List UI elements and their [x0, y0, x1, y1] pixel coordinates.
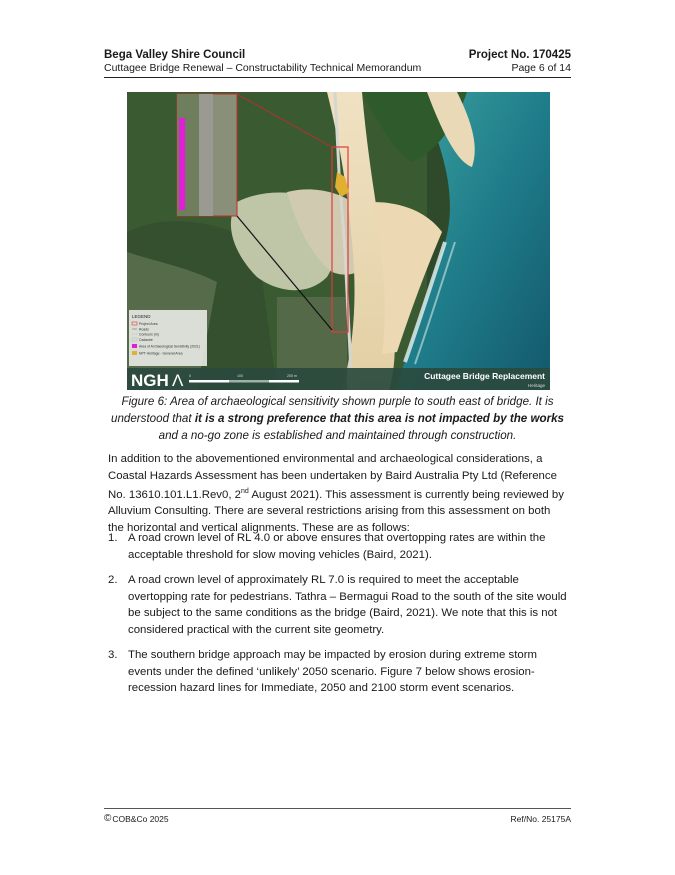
ngh-logo: NGH	[131, 371, 169, 390]
list-item	[108, 572, 568, 638]
scale-label: 100	[237, 374, 243, 378]
list-item	[108, 647, 568, 697]
requirements-list	[108, 530, 568, 706]
scale-label: 200 m	[287, 374, 297, 378]
copyright-text: COB&Co 2025	[112, 814, 169, 824]
aerial-map-figure	[127, 92, 550, 390]
list-number: 3.	[108, 649, 118, 661]
map-subtitle: Heritage	[527, 383, 545, 388]
document-subtitle: Cuttagee Bridge Renewal – Constructability Technical Memorandum	[104, 62, 422, 74]
list-item	[108, 530, 568, 563]
legend-item: Cadastre	[139, 338, 153, 342]
list-item-text: The southern bridge approach may be impacted by erosion during extreme storm events under the defined ‘unlikely’ 2050 scenario. Figure 7 below shows erosion-recession hazard lines for Immediate, 2050 and 2100 storm event scenarios.	[128, 649, 538, 694]
paragraph-text: In addition to the abovementioned environmental and archaeological considerations, a Coastal Hazards Assessment has been undertaken by Baird Australia Pty Ltd (Reference No. 13610.101.L1.Rev0, 2	[108, 453, 557, 501]
aerial-map	[127, 92, 550, 390]
legend-title: LEGEND	[132, 314, 151, 319]
legend-item: Project Area	[139, 322, 158, 326]
ordinal-suffix: nd	[241, 488, 249, 495]
page-number: Page 6 of 14	[511, 62, 571, 74]
list-number: 1.	[108, 532, 118, 544]
list-number: 2.	[108, 574, 118, 586]
scale-label: 0	[189, 374, 191, 378]
page-header	[104, 49, 571, 74]
page-footer	[104, 814, 571, 824]
legend-item: Area of Archaeological Sensitivity (2021)	[139, 344, 200, 349]
project-number: Project No. 170425	[468, 49, 571, 61]
ngh-logo-mark: Λ	[172, 371, 184, 390]
paragraph-text-end: August 2021). This assessment is currently being reviewed by Alluvium Consulting. There are several restrictions arising from this assessment on both the horizontal and vertical alignments. These are as follows:	[108, 488, 564, 534]
list-item-text: A road crown level of approximately RL 7.0 is required to meet the acceptable overtopping rate for pedestrians. Tathra – Bermagui Road to the south of the site would be subject to the same conditions as the bridge (Baird, 2021). We note that this is not considered practical with the current site geometry.	[128, 574, 567, 636]
legend-item: Contours (m)	[139, 332, 159, 337]
legend-item: NPT Heritage - General Area	[139, 351, 183, 356]
figure-caption	[108, 393, 567, 444]
caption-text: Figure 6: Area of archaeological sensitivity shown purple to south east of bridge. It is understood that	[111, 395, 554, 425]
body-paragraph	[108, 451, 568, 536]
legend-item: Roads	[139, 327, 149, 332]
sensitivity-area	[179, 118, 185, 210]
reference-number: Ref/No. 25175A	[510, 814, 571, 824]
copyright-icon: ©	[104, 813, 112, 824]
organization-name: Bega Valley Shire Council	[104, 49, 246, 61]
map-title: Cuttagee Bridge Replacement	[424, 371, 545, 381]
list-item-text: A road crown level of RL 4.0 or above ensures that overtopping rates are within the acceptable threshold for slow moving vehicles (Baird, 2021).	[128, 532, 546, 561]
caption-emphasis: it is a strong preference that this area is not impacted by the works	[194, 412, 564, 425]
header-divider	[104, 77, 571, 78]
caption-text-end: and a no-go zone is established and maintained through construction.	[158, 429, 517, 442]
footer-divider	[104, 808, 571, 809]
copyright	[104, 814, 169, 824]
